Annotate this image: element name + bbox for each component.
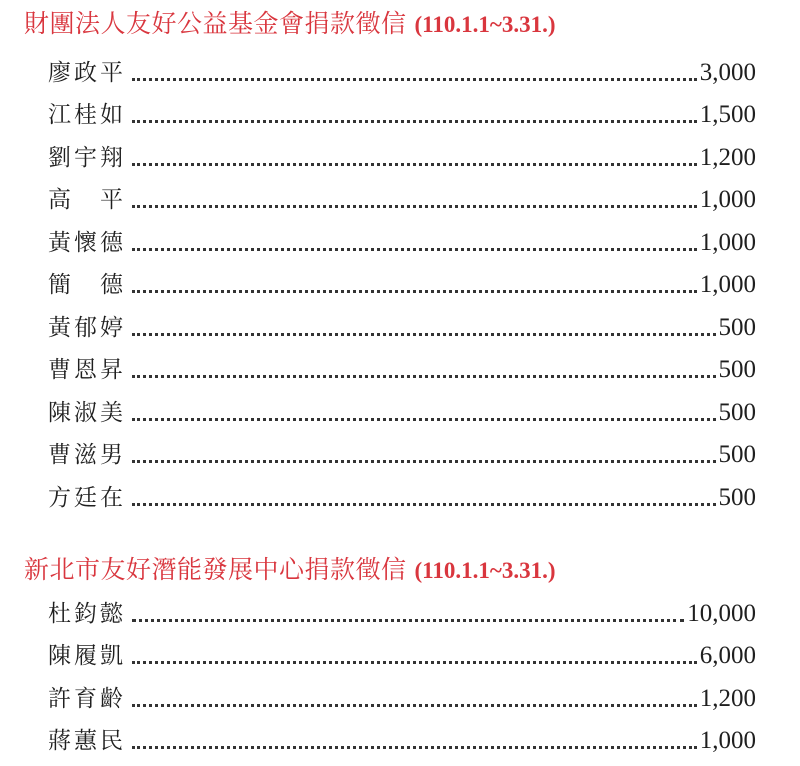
donor-row <box>48 88 756 131</box>
dot-leader <box>132 120 697 123</box>
donor-row <box>48 343 756 386</box>
donor-name: 陳履凱 <box>48 643 126 669</box>
dot-leader <box>132 290 697 293</box>
donor-list <box>48 45 756 513</box>
section-title-text: 新北市友好潛能發展中心捐款徵信 <box>24 555 407 584</box>
donor-row <box>48 300 756 343</box>
donor-name: 江桂如 <box>48 102 126 128</box>
donor-name: 廖政平 <box>48 59 126 86</box>
donation-amount: 1,200 <box>699 143 756 171</box>
donation-amount: 1,000 <box>699 228 756 256</box>
donor-row <box>48 428 756 471</box>
donor-row <box>48 130 756 173</box>
donor-name: 高 平 <box>48 187 126 213</box>
donor-name: 曹滋男 <box>48 442 126 468</box>
donor-row <box>48 258 756 301</box>
donation-amount: 500 <box>718 356 756 383</box>
donation-amount: 1,500 <box>699 101 756 128</box>
donation-amount: 1,200 <box>699 684 756 712</box>
donation-amount: 500 <box>718 398 756 426</box>
dot-leader <box>132 503 716 506</box>
donor-list <box>48 586 756 756</box>
donor-name: 簡 德 <box>48 272 126 298</box>
section-title <box>24 4 556 44</box>
donor-row <box>48 714 756 757</box>
dot-leader <box>132 205 697 208</box>
donation-amount: 1,000 <box>699 271 756 298</box>
donor-row <box>48 173 756 216</box>
dot-leader <box>132 375 716 378</box>
donation-amount: 3,000 <box>699 58 756 86</box>
donation-amount: 1,000 <box>699 727 756 754</box>
donor-name: 黃郁婷 <box>48 314 126 341</box>
donor-row <box>48 385 756 428</box>
date-range: (110.1.1~3.31.) <box>414 12 556 37</box>
dot-leader <box>132 460 716 463</box>
dot-leader <box>132 619 684 622</box>
donation-amount: 10,000 <box>687 599 756 627</box>
donor-row <box>48 45 756 88</box>
donor-name: 方廷在 <box>48 484 126 511</box>
donation-amount: 500 <box>718 483 756 511</box>
section-title-text: 財團法人友好公益基金會捐款徵信 <box>24 9 407 38</box>
dot-leader <box>132 333 716 336</box>
donor-name: 杜鈞懿 <box>48 600 126 627</box>
donor-row <box>48 215 756 258</box>
dot-leader <box>132 248 697 251</box>
dot-leader <box>132 78 697 81</box>
dot-leader <box>132 418 716 421</box>
date-range: (110.1.1~3.31.) <box>414 558 556 583</box>
donation-amount: 6,000 <box>699 642 756 669</box>
dot-leader <box>132 661 697 664</box>
donor-name: 蔣蕙民 <box>48 728 126 754</box>
donation-amount: 1,000 <box>699 186 756 213</box>
dot-leader <box>132 163 697 166</box>
section-title <box>24 550 556 590</box>
donor-row <box>48 671 756 714</box>
donor-name: 許育齡 <box>48 685 126 712</box>
donor-name: 陳淑美 <box>48 399 126 426</box>
donation-amount: 500 <box>718 313 756 341</box>
donor-name: 黃懷德 <box>48 229 126 256</box>
donor-row <box>48 586 756 629</box>
donor-row <box>48 470 756 513</box>
donor-row <box>48 629 756 672</box>
donation-amount: 500 <box>718 441 756 468</box>
donor-name: 劉宇翔 <box>48 144 126 171</box>
dot-leader <box>132 746 697 749</box>
dot-leader <box>132 704 697 707</box>
donor-name: 曹恩昇 <box>48 357 126 383</box>
